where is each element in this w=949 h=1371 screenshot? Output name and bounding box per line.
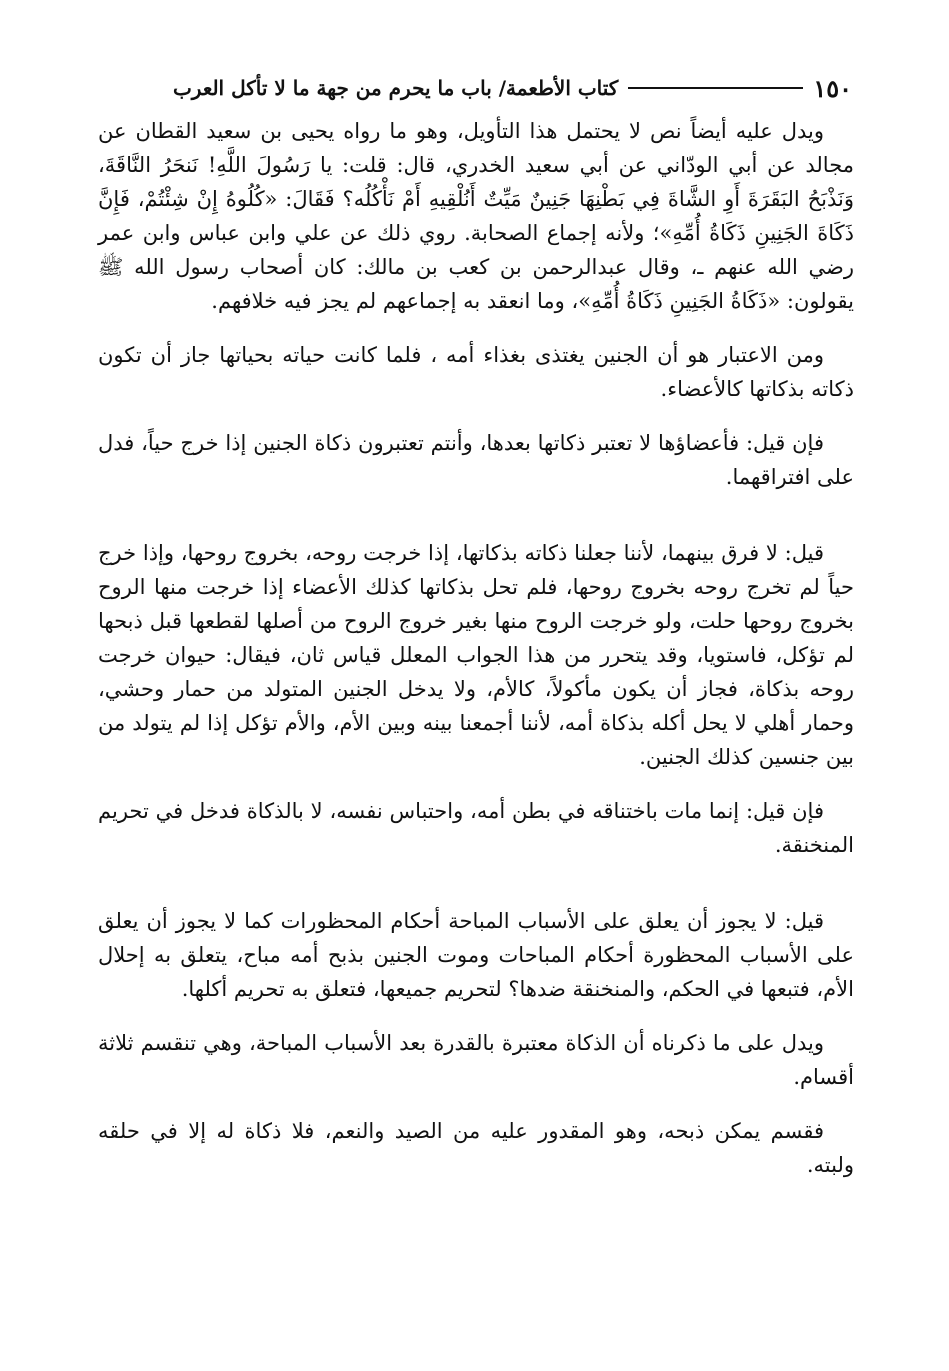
- paragraph: فإن قيل: فأعضاؤها لا تعتبر ذكاتها بعدها، وأنتم تعتبرون ذكاة الجنين إذا خرج حياً، فدل على افتراقهما.: [98, 431, 854, 489]
- paragraph: فقسم يمكن ذبحه، وهو المقدور عليه من الصيد والنعم، فلا ذكاة له إلا في حلقه ولبته.: [98, 1119, 854, 1177]
- paragraph: فإن قيل: إنما مات باختناقه في بطن أمه، واحتباس نفسه، لا بالذكاة فدخل في تحريم المنخنقة.: [98, 799, 854, 857]
- header-rule: [628, 87, 803, 89]
- paragraph: ويدل عليه أيضاً نص لا يحتمل هذا التأويل، وهو ما رواه يحيى بن سعيد القطان عن مجالد عن أبي الودّاني عن أبي سعيد الخدري، قال: قلت: يا رَسُولَ اللَّهِ! نَنحَرُ النَّاقَةَ، وَنَذْبَحُ البَقَرَةَ أَوِ الشَّاةَ فِي بَطْنِهَا جَنِينٌ مَيِّتٌ أَنُلْقِيهِ أَمْ نَأْكُلُه؟ فَقَالَ: «كُلُوهُ إِنْ شِئْتُمْ، فَإِنَّ ذَكَاةَ الجَنِينِ ذَكَاةُ أُمِّهِ»؛ ولأنه إجماع الصحابة. روي ذلك عن علي وابن عباس وابن عمر رضي الله عنهم ـ، وقال عبدالرحمن بن كعب بن مالك: كان أصحاب رسول الله ﷺ يقولون: «ذَكَاةُ الجَنِينِ ذَكَاةُ أُمِّهِ»، وما انعقد به إجماعهم لم يجز فيه خلافهم.: [98, 119, 854, 313]
- paragraph: ويدل على ما ذكرناه أن الذكاة معتبرة بالقدرة بعد الأسباب المباحة، وهي تنقسم ثلاثة أقسام.: [98, 1031, 854, 1089]
- page-header: [92, 64, 852, 112]
- paragraph: قيل: لا يجوز أن يعلق على الأسباب المباحة أحكام المحظورات كما لا يجوز أن يعلق على الأسباب المحظورة أحكام المباحات وموت الجنين بذبح أمه مباح، يتعلق به إحلال الأم، فتبعها في الحكم، والمنخنقة ضدها؟ لتحريم جميعها، فتعلق به تحريم أكلها.: [98, 909, 854, 1001]
- running-title: كتاب الأطعمة/ باب ما يحرم من جهة ما لا تأكل العرب: [172, 76, 619, 100]
- main-text: [98, 114, 854, 1202]
- paragraph: قيل: لا فرق بينهما، لأننا جعلنا ذكاته بذكاتها، إذا خرجت روحه، بخروج روحها، وإذا خرج حياً لم تخرج روحه بخروج روحها، فلم تحل بذكاتها كذلك الأعضاء إذا خرجت منها الروح بخروج روحها حلت، ولو خرجت الروح منها بغير خروج الروح من أصلها لقطعها قبل ذبحها لم تؤكل، فاستويا، وقد يتحرر من هذا الجواب المعلل قياس ثان، فيقال: حيوان خرجت روحه بذكاة، فجاز أن يكون مأكولاً، كالأم، ولا يدخل الجنين المتولد من حمار وحشي، وحمار أهلي لا يحل أكله بذكاة أمه، لأننا أجمعنا بينه وبين الأم، والأم تؤكل إذا لم يتولد من بين جنسين كذلك الجنين.: [98, 541, 854, 769]
- page-number: ١٥٠: [813, 73, 852, 103]
- paragraph: ومن الاعتبار هو أن الجنين يغتذى بغذاء أمه ، فلما كانت حياته بحياتها جاز أن تكون ذكاته بذكاتها كالأعضاء.: [98, 343, 854, 401]
